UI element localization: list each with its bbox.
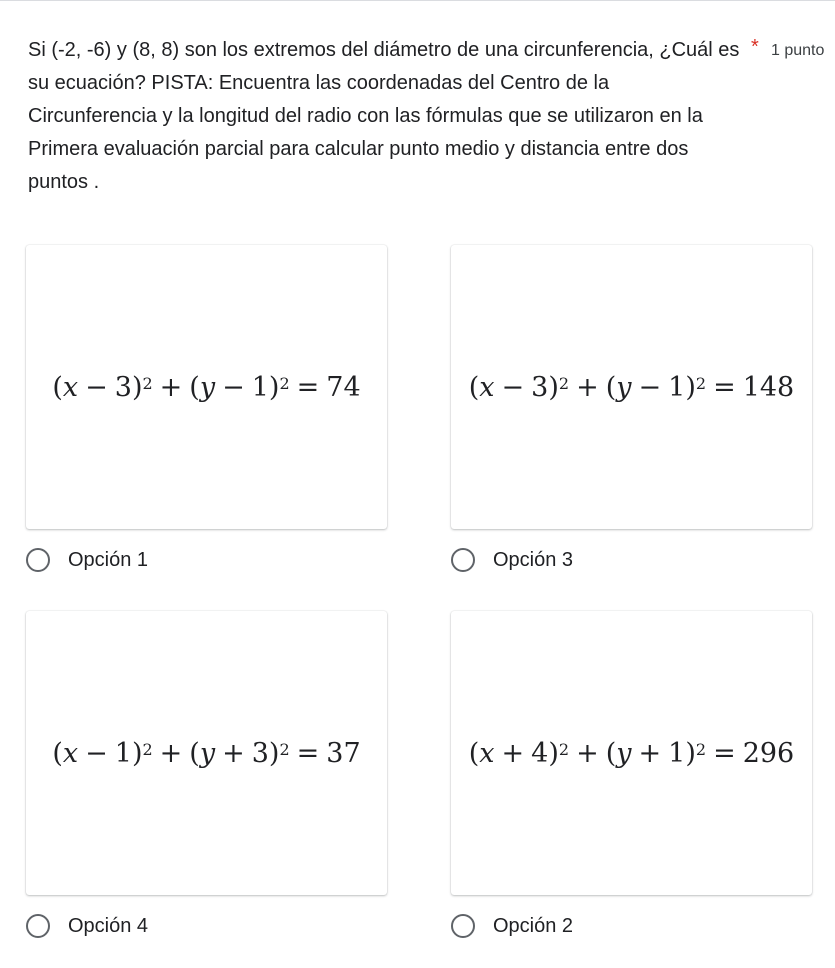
option-2-radio[interactable] <box>451 914 475 938</box>
points-label: 1 punto <box>771 42 825 59</box>
option-1-radio[interactable] <box>26 548 50 572</box>
option-3[interactable] <box>451 545 573 575</box>
option-2[interactable] <box>451 911 573 941</box>
option-4-image-card[interactable] <box>26 611 387 895</box>
option-3-radio[interactable] <box>451 548 475 572</box>
option-2-equation: ( x + 4 ) $^2$ + ( y + 1 ) $^2$ = 296 <box>468 737 795 769</box>
option-4-radio[interactable] <box>26 914 50 938</box>
option-1-equation: ( x − 3 ) $^2$ + ( y − 1 ) $^2$ = 74 <box>52 371 361 403</box>
top-divider <box>0 0 835 1</box>
option-2-image-card[interactable] <box>451 611 812 895</box>
option-3-label: Opción 3 <box>493 548 574 571</box>
option-1-image-card[interactable] <box>26 245 387 529</box>
option-4-equation: ( x − 1 ) $^2$ + ( y + 3 ) $^2$ = 37 <box>52 737 361 769</box>
required-asterisk: * <box>751 36 759 58</box>
option-4-label: Opción 4 <box>68 914 149 937</box>
question-text: Si (-2, -6) y (8, 8) son los extremos del diámetro de una circunferencia, ¿Cuál es su ecuación? PISTA: Encuentra las coordenadas del Centro de la Circunferencia y la longitud del radio con las fórmulas que se utilizaron en la Primera evaluación parcial para calcular punto medio y distancia entre dos puntos . <box>28 39 740 193</box>
option-3-equation: ( x − 3 ) $^2$ + ( y − 1 ) $^2$ = 148 <box>468 371 795 403</box>
option-1[interactable] <box>26 545 148 575</box>
option-2-label: Opción 2 <box>493 914 574 937</box>
option-4[interactable] <box>26 911 148 941</box>
option-3-image-card[interactable] <box>451 245 812 529</box>
option-1-label: Opción 1 <box>68 548 149 571</box>
